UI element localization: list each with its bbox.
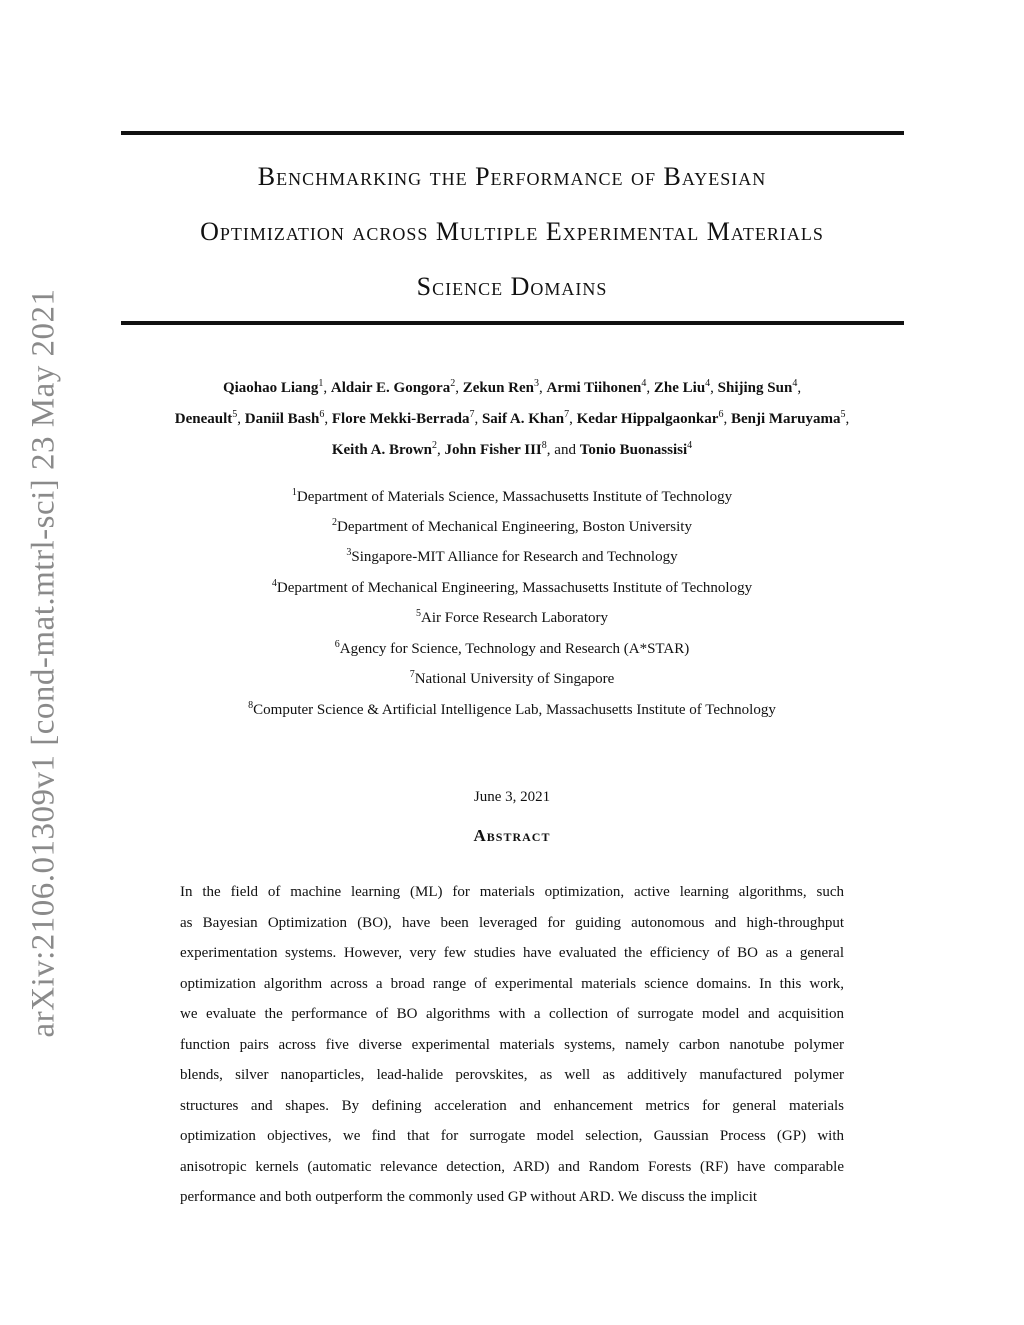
author-separator: ,	[845, 411, 850, 427]
affiliation	[100, 702, 924, 719]
author-separator: ,	[324, 411, 332, 427]
author-affiliation-number: 5	[232, 409, 238, 420]
author-separator: ,	[539, 380, 547, 396]
author-name: Aldair E. Gongora	[330, 380, 451, 396]
author-affiliation-number: 7	[469, 409, 475, 420]
author-name: Kedar Hippalgaonkar	[576, 411, 719, 427]
abstract-text-line: In the field of machine learning (ML) for materials optimization, active learning algorithms, such	[180, 884, 844, 900]
author-affiliation-number: 6	[319, 409, 325, 420]
paper-title-line: Science Domains	[416, 272, 608, 301]
author-separator: ,	[710, 380, 718, 396]
abstract-heading: Abstract	[473, 826, 551, 845]
author-affiliation-number: 8	[541, 440, 547, 451]
author-name: John Fisher III	[444, 442, 542, 458]
author-name: Daniil Bash	[244, 411, 320, 427]
abstract-text-line: optimization algorithm across a broad range of experimental materials science domains. In this work,	[180, 976, 844, 992]
affiliation-number: 2	[332, 517, 338, 528]
author-affiliation-number: 6	[718, 409, 724, 420]
author-affiliation-number: 4	[687, 440, 693, 451]
author-affiliation-number: 4	[641, 378, 647, 389]
affiliation	[100, 549, 924, 566]
author-affiliation-number: 7	[564, 409, 570, 420]
author-affiliation-number: 5	[840, 409, 846, 420]
author-separator: ,	[237, 411, 245, 427]
affiliation-text: Agency for Science, Technology and Research (A*STAR)	[339, 641, 690, 657]
affiliation-text: Computer Science & Artificial Intelligence Lab, Massachusetts Institute of Technology	[253, 702, 776, 718]
arxiv-identifier-stamp: arXiv:2106.01309v1 [cond-mat.mtrl-sci] 23 May 2021	[25, 288, 62, 1038]
author-separator: ,	[569, 411, 577, 427]
author-separator: , and	[546, 442, 580, 458]
author-name: Qiaohao Liang	[222, 380, 319, 396]
title-bottom-rule	[121, 321, 904, 325]
author-separator: ,	[455, 380, 463, 396]
affiliation-text: Air Force Research Laboratory	[420, 610, 608, 626]
affiliation-number: 5	[415, 608, 421, 619]
affiliation	[100, 519, 924, 536]
affiliation-text: Department of Mechanical Engineering, Boston University	[337, 519, 692, 535]
author-separator: ,	[474, 411, 482, 427]
author-name: Deneault	[174, 411, 233, 427]
abstract-text-line: performance and both outperform the commonly used GP without ARD. We discuss the implicit	[180, 1189, 758, 1205]
abstract-text-line: anisotropic kernels (automatic relevance detection, ARD) and Random Forests (RF) have comparable	[180, 1159, 844, 1175]
author-affiliation-number: 2	[450, 378, 456, 389]
author-affiliation-number: 4	[792, 378, 798, 389]
author-list-line	[90, 442, 934, 459]
affiliation-text: Singapore-MIT Alliance for Research and Technology	[351, 549, 678, 565]
author-separator: ,	[646, 380, 654, 396]
author-name: Zhe Liu	[653, 380, 706, 396]
affiliation-number: 3	[346, 547, 352, 558]
title-top-rule	[121, 131, 904, 135]
affiliation-number: 7	[409, 669, 415, 680]
author-affiliation-number: 4	[705, 378, 711, 389]
affiliation	[100, 610, 924, 627]
affiliation	[100, 580, 924, 597]
author-list-line	[90, 380, 934, 397]
affiliation-text: National University of Singapore	[414, 671, 615, 687]
abstract-text-line: blends, silver nanoparticles, lead-halide perovskites, as well as additively manufactured polymer	[180, 1067, 844, 1083]
affiliation-number: 8	[248, 700, 254, 711]
author-name: Benji Maruyama	[730, 411, 841, 427]
affiliation-text: Department of Materials Science, Massachusetts Institute of Technology	[296, 489, 733, 505]
author-name: Zekun Ren	[462, 380, 534, 396]
author-affiliation-number: 1	[318, 378, 324, 389]
affiliation	[100, 489, 924, 506]
affiliation	[100, 641, 924, 658]
affiliation	[100, 671, 924, 688]
author-name: Keith A. Brown	[331, 442, 433, 458]
author-separator: ,	[437, 442, 445, 458]
abstract-text-line: optimization objectives, we find that for surrogate model selection, Gaussian Process (GP) with	[180, 1128, 844, 1144]
affiliation-text: Department of Mechanical Engineering, Massachusetts Institute of Technology	[276, 580, 753, 596]
affiliation-number: 4	[271, 578, 277, 589]
affiliation-number: 1	[291, 487, 297, 498]
author-list-line	[90, 411, 934, 428]
affiliation-number: 6	[334, 639, 340, 650]
abstract-text-line: we evaluate the performance of BO algorithms with a collection of surrogate model and acquisition	[180, 1006, 844, 1022]
author-separator: ,	[797, 380, 802, 396]
abstract-text-line: function pairs across five diverse experimental materials systems, namely carbon nanotube polymer	[180, 1037, 844, 1053]
author-name: Tonio Buonassisi	[579, 442, 688, 458]
author-name: Saif A. Khan	[481, 411, 565, 427]
author-separator: ,	[323, 380, 331, 396]
author-affiliation-number: 3	[534, 378, 539, 389]
author-affiliation-number: 2	[432, 440, 438, 451]
author-name: Armi Tiihonen	[546, 380, 642, 396]
author-name: Shijing Sun	[717, 380, 793, 396]
publication-date: June 3, 2021	[473, 789, 551, 805]
paper-title-line: Benchmarking the Performance of Bayesian	[257, 162, 767, 191]
paper-title-line: Optimization across Multiple Experimental Materials	[200, 217, 824, 246]
abstract-text-line: as Bayesian Optimization (BO), have been leveraged for guiding autonomous and high-throughput	[180, 915, 844, 931]
author-name: Flore Mekki-Berrada	[331, 411, 470, 427]
author-separator: ,	[723, 411, 731, 427]
abstract-text-line: experimentation systems. However, very few studies have evaluated the efficiency of BO as a general	[180, 945, 844, 961]
abstract-text-line: structures and shapes. By defining acceleration and enhancement metrics for general materials	[180, 1098, 844, 1114]
